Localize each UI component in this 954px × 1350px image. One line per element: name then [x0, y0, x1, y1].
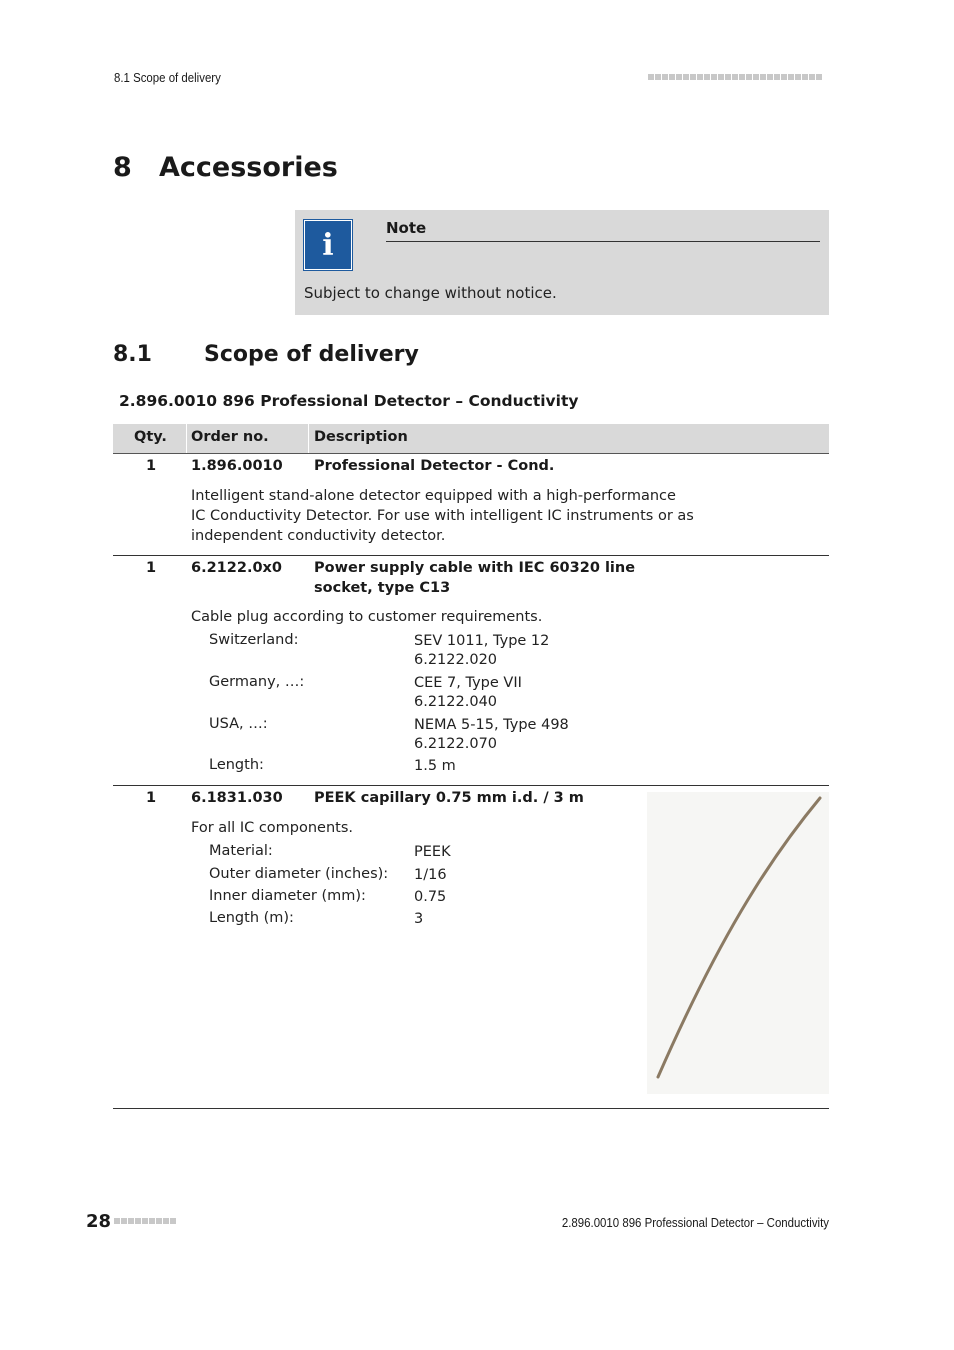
- item-text: Cable plug according to customer requirements.: [191, 609, 543, 625]
- spec-value: 3: [414, 911, 424, 927]
- spec-value-line: 6.2122.070: [414, 736, 498, 752]
- spec-label: Material:: [209, 843, 273, 859]
- column-header-order-no: Order no.: [191, 429, 269, 445]
- column-header-description: Description: [314, 429, 408, 445]
- note-box: [295, 210, 829, 315]
- row-divider: [113, 555, 829, 556]
- note-text: Subject to change without notice.: [304, 284, 557, 302]
- spec-value-line: 6.2122.040: [414, 694, 498, 710]
- item-order-no: 6.2122.0x0: [191, 560, 282, 576]
- page-number: 28: [86, 1211, 112, 1232]
- header-page-markers: [648, 74, 822, 80]
- item-text-line: Intelligent stand-alone detector equipped with a high-performance: [191, 488, 676, 504]
- row-divider: [113, 1108, 829, 1109]
- spec-value-line: SEV 1011, Type 12: [414, 633, 550, 649]
- item-order-no: 6.1831.030: [191, 790, 283, 806]
- spec-value-line: NEMA 5-15, Type 498: [414, 717, 569, 733]
- item-text: For all IC components.: [191, 820, 354, 836]
- spec-label: Germany, …:: [209, 674, 305, 690]
- chapter-title-text: Accessories: [159, 152, 338, 183]
- spec-value: [414, 716, 569, 754]
- table-header: [113, 424, 829, 454]
- item-description: PEEK capillary 0.75 mm i.d. / 3 m: [314, 790, 584, 806]
- item-description: [314, 558, 635, 598]
- spec-label: Length:: [209, 757, 264, 773]
- item-description: Professional Detector - Cond.: [314, 458, 555, 474]
- footer-document-title: 2.896.0010 896 Professional Detector – Conductivity: [561, 1215, 829, 1230]
- item-order-no: 1.896.0010: [191, 458, 283, 474]
- note-title: Note: [386, 219, 427, 237]
- footer-page-markers: [114, 1218, 176, 1224]
- spec-value: PEEK: [414, 844, 451, 860]
- chapter-number: 8: [113, 152, 132, 183]
- running-header: 8.1 Scope of delivery: [114, 70, 221, 85]
- column-header-qty: Qty.: [134, 429, 167, 445]
- item-text-line: IC Conductivity Detector. For use with intelligent IC instruments or as: [191, 508, 694, 524]
- item-qty: 1: [146, 790, 157, 806]
- item-qty: 1: [146, 560, 157, 576]
- spec-value: [414, 674, 522, 712]
- spec-value-line: 6.2122.020: [414, 652, 498, 668]
- note-divider: [386, 241, 820, 242]
- column-separator: [308, 424, 309, 453]
- spec-label: Outer diameter (inches):: [209, 866, 389, 882]
- item-text-line: independent conductivity detector.: [191, 528, 446, 544]
- item-description-line: Power supply cable with IEC 60320 line: [314, 560, 636, 576]
- spec-label: Length (m):: [209, 910, 294, 926]
- spec-label: USA, …:: [209, 716, 268, 732]
- column-separator: [186, 424, 187, 453]
- chapter-title: [113, 152, 338, 183]
- spec-value: 1.5 m: [414, 758, 456, 774]
- spec-value: [414, 632, 549, 670]
- info-icon: i: [304, 220, 352, 270]
- item-qty: 1: [146, 458, 157, 474]
- spec-value-line: CEE 7, Type VII: [414, 675, 522, 691]
- capillary-illustration: [647, 792, 829, 1094]
- spec-label: Switzerland:: [209, 632, 299, 648]
- spec-label: Inner diameter (mm):: [209, 888, 366, 904]
- item-text: [191, 486, 694, 546]
- peek-capillary-photo: [647, 792, 829, 1094]
- spec-value: 1/16: [414, 867, 447, 883]
- product-heading: 2.896.0010 896 Professional Detector – Conductivity: [119, 392, 579, 410]
- item-description-line: socket, type C13: [314, 580, 451, 596]
- row-divider: [113, 785, 829, 786]
- spec-value: 0.75: [414, 889, 447, 905]
- section-title: Scope of delivery: [204, 342, 419, 367]
- section-number: 8.1: [113, 342, 152, 367]
